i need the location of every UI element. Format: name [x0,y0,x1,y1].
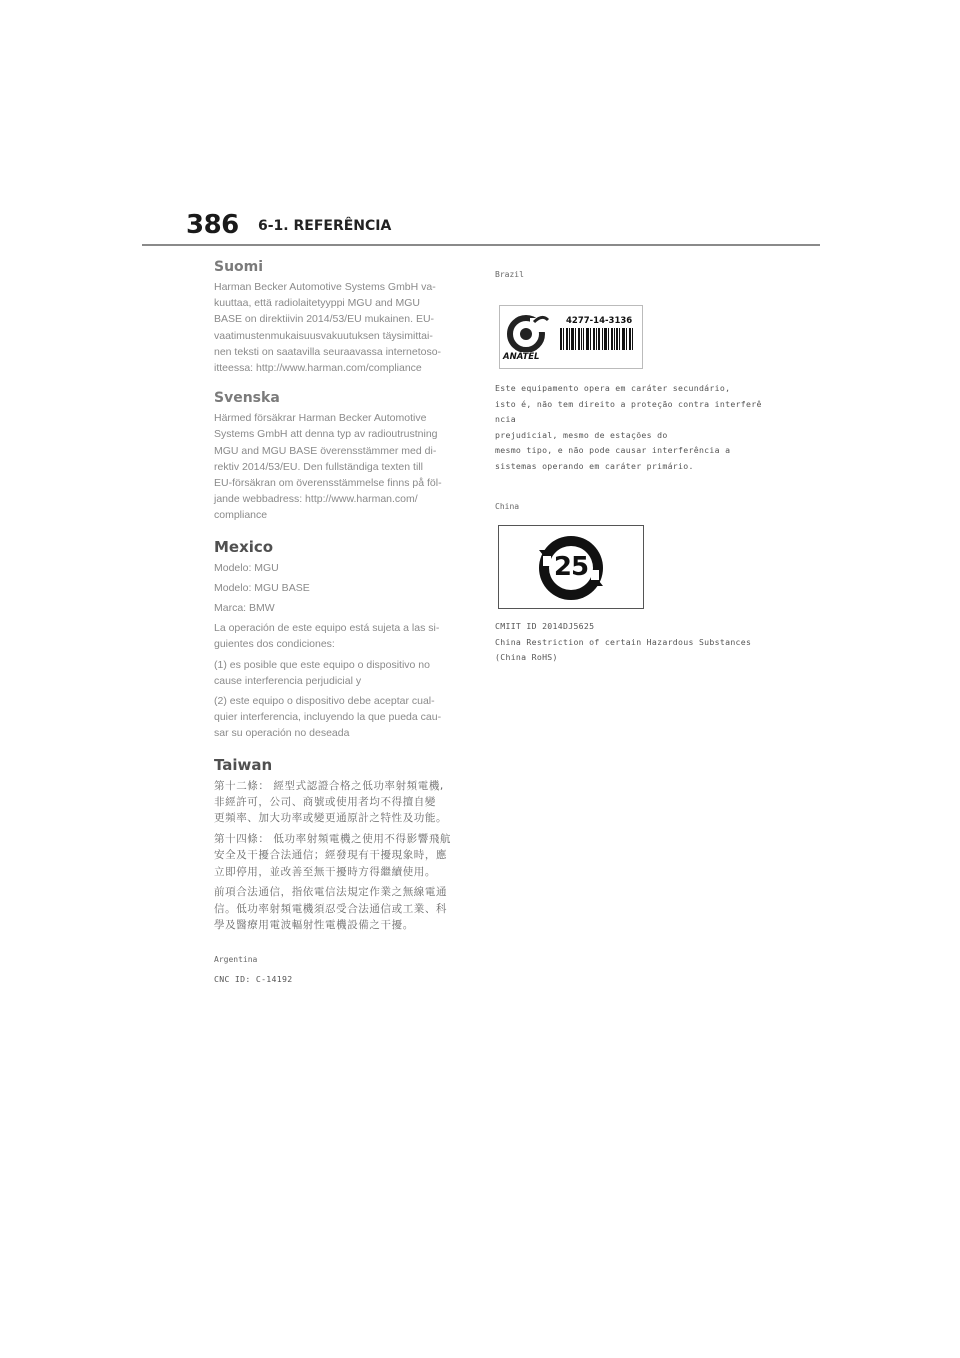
svenska-line: EU-försäkran om överensstämmelse finns på föl- [214,477,442,490]
argentina-cnc-id: CNC ID: C-14192 [214,974,293,985]
epup-years: 25 [553,552,589,582]
section-svenska [214,390,470,523]
brazil-line: prejudicial, mesmo de estações do [495,429,668,440]
section-china [495,502,755,666]
svenska-line: compliance [214,509,268,522]
svenska-line: Härmed försäkrar Harman Becker Automotive [214,412,427,425]
suomi-line: nen teksti on saatavilla seuraavassa internetoso- [214,345,442,358]
brazil-line: sistemas operando em caráter primário. [495,460,694,471]
right-column [495,270,762,666]
taiwan-line: 安全及干擾合法通信；經發現有干擾現象時，應 [214,849,448,862]
svenska-line: Systems GmbH att denna typ av radioutrustning [214,428,438,441]
anatel-code: 4277-14-3136 [566,316,633,326]
svenska-line: MGU and MGU BASE överensstämmer med di- [214,444,437,457]
section-argentina [214,955,470,988]
taiwan-line: 學及醫療用電波輻射性電機設備之干擾。 [214,918,414,931]
header-rule [142,244,820,246]
brazil-line: Este equipamento opera em caráter secundário, [495,383,731,393]
china-epup-label [498,525,644,609]
taiwan-heading: Taiwan [214,755,273,774]
page-number: 386 [186,210,239,240]
section-brazil [495,270,762,474]
mexico-modelo-base: Modelo: MGU BASE [214,581,310,594]
china-label: China [495,502,520,511]
mexico-conditions-line: La operación de este equipo está sujeta a las si- [214,622,440,635]
brazil-line: ncia [495,414,516,424]
taiwan-line: 第十二條： 經型式認證合格之低功率射頻電機, [214,779,444,792]
suomi-line: Harman Becker Automotive Systems GmbH va- [214,281,436,293]
suomi-line: vaatimustenmukaisuusvakuutuksen täysimittai- [214,329,433,342]
chapter-title: 6-1. REFERÊNCIA [258,218,392,234]
svenska-line: jande webbadress: http://www.harman.com/ [214,493,418,506]
section-taiwan [214,756,470,934]
brazil-label: Brazil [495,270,524,279]
section-mexico [214,538,470,742]
suomi-line: BASE on direktiivin 2014/53/EU mukainen. EU- [214,313,435,326]
mexico-heading: Mexico [214,537,274,556]
anatel-wordmark: ANATEL [503,352,540,362]
mexico-condition-1-line: cause interferencia perjudicial y [214,674,362,687]
china-line: China Restriction of certain Hazardous Substances [495,636,752,647]
mexico-modelo: Modelo: MGU [214,561,279,574]
taiwan-line: 信。低功率射頻電機須忍受合法通信或工業、科 [214,902,448,915]
mexico-condition-2-line: quier interferencia, incluyendo la que pueda cau- [214,711,442,724]
barcode-icon [560,328,634,354]
taiwan-line: 第十四條： 低功率射頻電機之使用不得影響飛航 [214,832,452,845]
svenska-line: rektiv 2014/53/EU. Den fullständiga texten till [214,460,423,473]
taiwan-line: 前項合法通信，指依電信法規定作業之無線電通 [214,886,448,899]
mexico-conditions-line: guientes dos condiciones: [214,638,335,651]
mexico-marca: Marca: BMW [214,602,275,615]
argentina-label: Argentina [214,955,258,965]
mexico-condition-2-line: sar su operación no deseada [214,727,350,740]
anatel-certification-label [499,305,643,369]
taiwan-line: 立即停用，並改善至無干擾時方得繼續使用。 [214,865,436,878]
china-line: (China RoHS) [495,652,558,662]
mexico-condition-2-line: (2) este equipo o dispositivo debe aceptar cual- [214,695,435,708]
left-column [214,259,470,988]
mexico-condition-1-line: (1) es posible que este equipo o dispositivo no [214,658,430,671]
taiwan-line: 非經許可，公司、商號或使用者均不得擅自變 [214,796,436,809]
brazil-line: isto é, não tem direito a proteção contra interferê [495,398,762,409]
cmiit-id: CMIIT ID 2014DJ5625 [495,621,595,631]
suomi-line: itteessa: http://www.harman.com/compliance [214,362,422,375]
svenska-heading: Svenska [214,390,280,407]
suomi-heading: Suomi [214,259,264,275]
taiwan-line: 更頻率、加大功率或變更通原計之特性及功能。 [214,812,448,825]
brazil-line: mesmo tipo, e não pode causar interferência a [495,445,731,455]
section-suomi [214,259,470,376]
suomi-line: kuuttaa, että radiolaitetyyppi MGU and MGU [214,297,421,310]
